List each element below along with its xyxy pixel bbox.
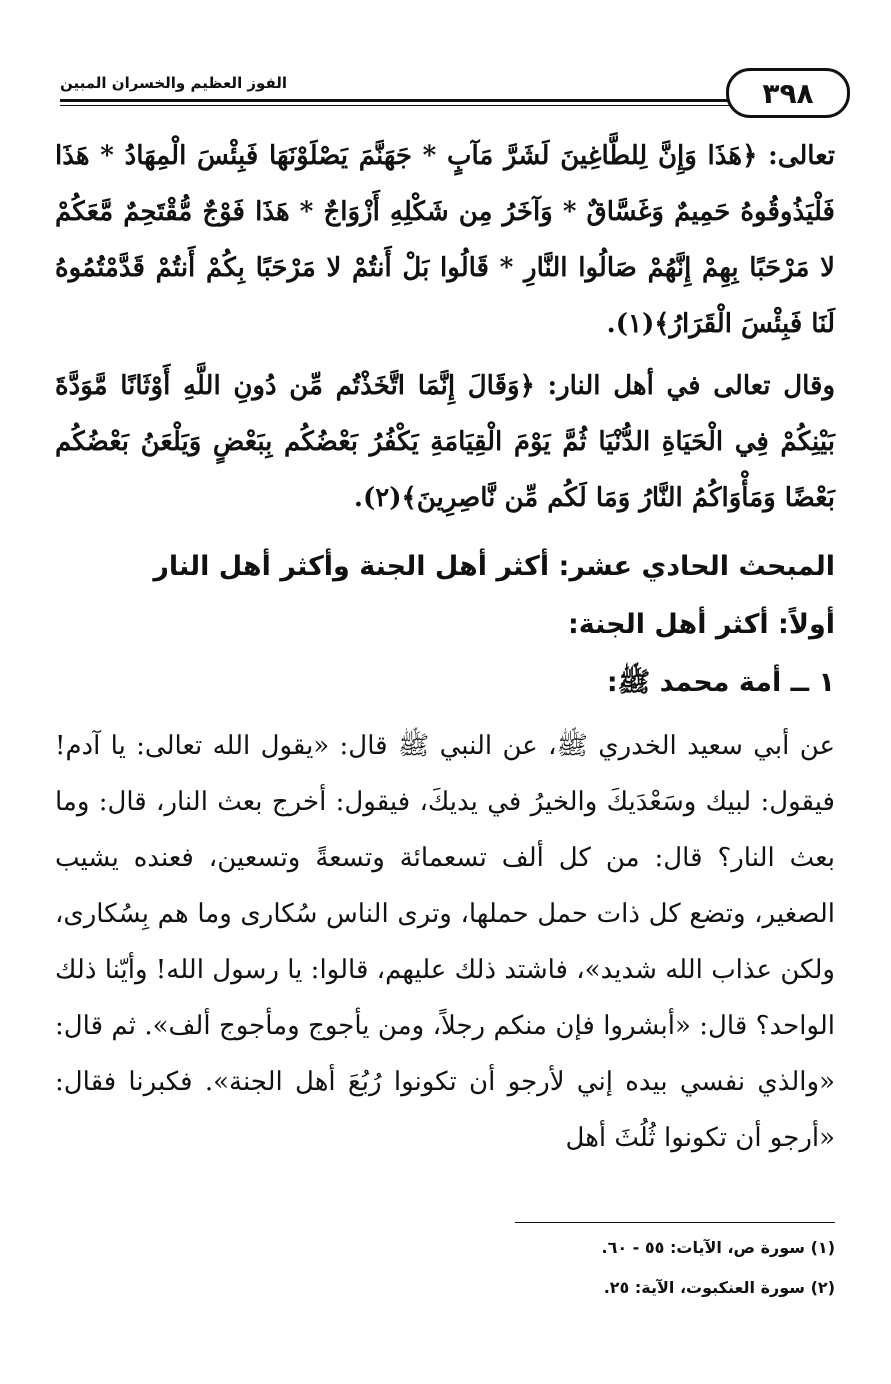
- item-heading: ١ ــ أمة محمد ﷺ:: [606, 667, 835, 698]
- page-number: ٣٩٨: [726, 68, 850, 118]
- paragraph-hadith: عن أبي سعيد الخدري ﷺ، عن النبي ﷺ قال: «يقول الله تعالى: يا آدم! فيقول: لبيك وسَعْدَيكَ والخيرُ في يديكَ، فيقول: أخرج بعث النار، قال: وما بعث النار؟ قال: من كل ألف تسعمائة وتسعةً وتسعين، فعنده يشيب الصغير، وتضع كل ذات حمل حملها، وترى الناس سُكارى وما هم بِسُكارى، ولكن عذاب الله شديد»، فاشتد ذلك عليهم، قالوا: يا رسول الله! وأيّنا ذلك الواحد؟ قال: «أبشروا فإن منكم رجلاً، ومن يأجوج ومأجوج ألف». ثم قال: «والذي نفسي بيده إني لأرجو أن تكونوا رُبُعَ أهل الجنة». فكبرنا فقال: «أرجو أن تكونوا ثُلُثَ أهل: [55, 731, 835, 1153]
- paragraph-quran-sad: تعالى: ﴿هَذَا وَإِنَّ لِلطَّاغِينَ لَشَرَّ مَآبٍ * جَهَنَّمَ يَصْلَوْنَهَا فَبِئْسَ الْمِهَادُ * هَذَا فَلْيَذُوقُوهُ حَمِيمٌ وَغَسَّاقٌ * وَآخَرُ مِن شَكْلِهِ أَزْوَاجٌ * هَذَا فَوْجٌ مُّقْتَحِمٌ مَّعَكُمْ لا مَرْحَبًا بِهِمْ إِنَّهُمْ صَالُوا النَّارِ * قَالُوا بَلْ أَنتُمْ لا مَرْحَبًا بِكُمْ أَنتُمْ قَدَّمْتُمُوهُ لَنَا فَبِئْسَ الْقَرَارُ﴾(١).: [55, 141, 835, 339]
- header-rule: [60, 99, 750, 102]
- page-header: [60, 66, 850, 124]
- section-heading: المبحث الحادي عشر: أكثر أهل الجنة وأكثر أهل النار: [153, 551, 835, 582]
- footnotes: [55, 1228, 835, 1308]
- footnote-separator: [515, 1222, 835, 1223]
- footnote-2: (٢) سورة العنكبوت، الآية: ٢٥.: [603, 1278, 835, 1297]
- subsection-heading: أولاً: أكثر أهل الجنة:: [567, 609, 835, 640]
- footnote-1: (١) سورة ص، الآيات: ٥٥ - ٦٠.: [601, 1238, 835, 1257]
- running-title: الفوز العظيم والخسران المبين: [60, 74, 288, 92]
- main-text: [55, 128, 835, 1166]
- header-rule-thin: [60, 105, 750, 106]
- paragraph-quran-ankabut: وقال تعالى في أهل النار: ﴿وَقَالَ إِنَّمَا اتَّخَذْتُم مِّن دُونِ اللَّهِ أَوْثَانًا مَّوَدَّةَ بَيْنِكُمْ فِي الْحَيَاةِ الدُّنْيَا ثُمَّ يَوْمَ الْقِيَامَةِ يَكْفُرُ بَعْضُكُم بِبَعْضٍ وَيَلْعَنُ بَعْضُكُم بَعْضًا وَمَأْوَاكُمُ النَّارُ وَمَا لَكُم مِّن نَّاصِرِينَ﴾(٢).: [55, 371, 835, 513]
